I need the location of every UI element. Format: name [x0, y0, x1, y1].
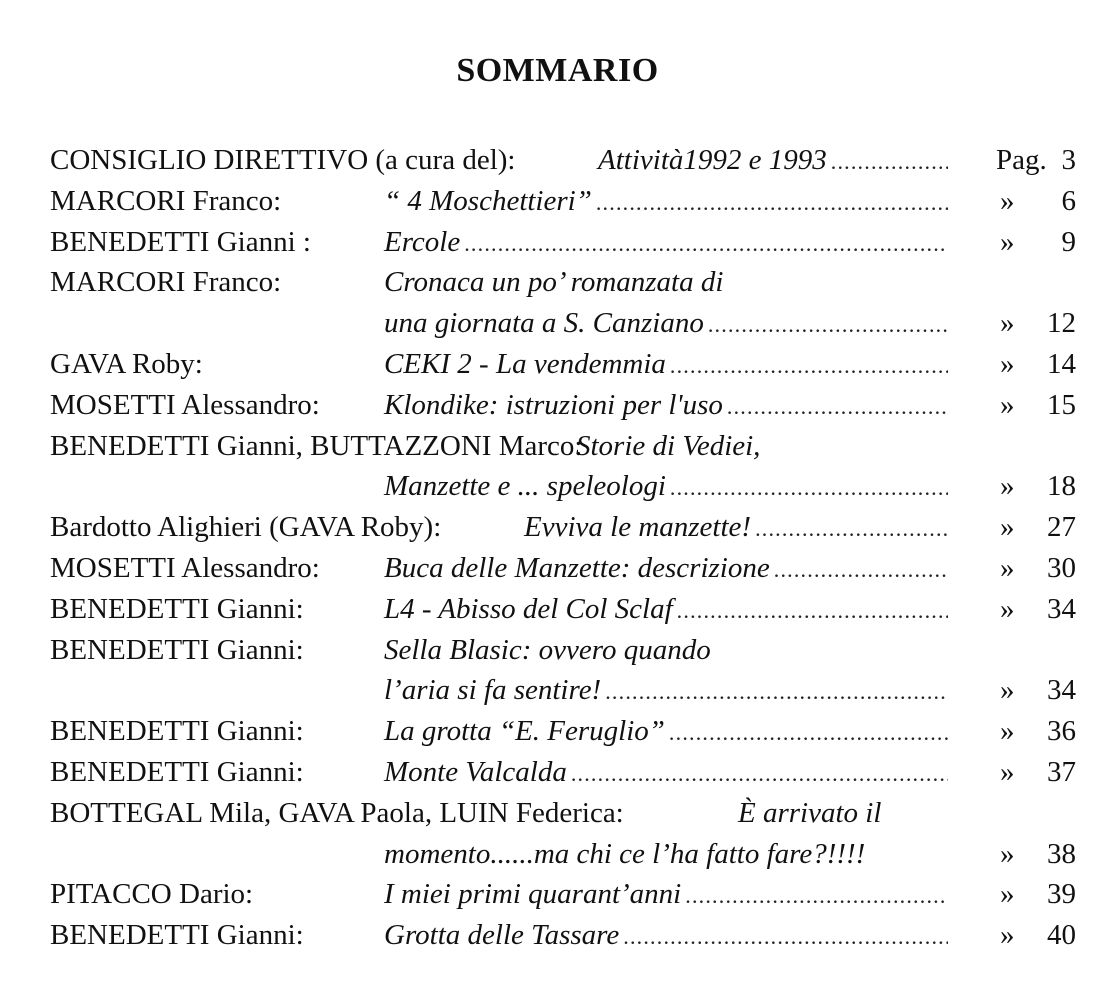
toc-entry-title: CEKI 2 - La vendemmia: [384, 347, 666, 380]
toc-entry-title: La grotta “E. Feruglio”: [384, 715, 665, 748]
page-number: 34: [1047, 592, 1076, 625]
dot-leader: [619, 917, 948, 958]
toc-entry-row: [50, 344, 1080, 385]
toc-entry-title: Grotta delle Tassare: [384, 919, 620, 952]
dot-leader: [751, 509, 948, 550]
toc-entry-title: Cronaca un po’ romanzata di: [384, 266, 724, 299]
page-title: SOMMARIO: [456, 52, 659, 89]
toc-entry-author: BENEDETTI Gianni:: [50, 755, 304, 788]
page-marker: »: [1000, 715, 1015, 748]
dot-leader: [666, 468, 948, 509]
page-marker: »: [1000, 225, 1015, 258]
page-number: 6: [1061, 184, 1076, 217]
page-marker: Pag.: [996, 144, 1047, 176]
toc-entry-row: [50, 426, 1080, 467]
dot-leader: [592, 183, 948, 224]
toc-entry-author: MOSETTI Alessandro:: [50, 388, 320, 421]
page-marker: »: [1000, 919, 1015, 952]
toc-entry-title: Buca delle Manzette: descrizione: [384, 551, 770, 584]
page-number: 30: [1047, 551, 1076, 584]
page-marker: »: [1000, 184, 1015, 217]
toc-entry-title: I miei primi quarant’anni: [384, 878, 682, 911]
toc-entry-title: Manzette e ... speleologi: [384, 470, 666, 503]
dot-leader: [666, 346, 948, 387]
dot-leader: [704, 305, 948, 346]
page-marker: »: [1000, 551, 1015, 584]
toc-entry-row: [50, 262, 1080, 303]
page-number: 12: [1047, 307, 1076, 340]
toc-entry-row: [50, 752, 1080, 793]
toc-entry-title: L4 - Abisso del Col Sclaf: [384, 592, 673, 625]
toc-entry-row: [50, 670, 1080, 711]
toc-entry-author: MARCORI Franco:: [50, 184, 282, 217]
page-marker: »: [1000, 592, 1015, 625]
page-number: 37: [1047, 755, 1076, 788]
toc-entry-row: [50, 711, 1080, 752]
toc-entry-author: BENEDETTI Gianni:: [50, 592, 304, 625]
toc-entry-title: “ 4 Moschettieri”: [384, 184, 592, 217]
toc-entry-author: GAVA Roby:: [50, 347, 203, 380]
toc-entry-title: l’aria si fa sentire!: [384, 674, 602, 707]
toc-entry-author: BENEDETTI Gianni:: [50, 715, 304, 748]
page-number: 15: [1047, 388, 1076, 421]
toc-entry-title: una giornata a S. Canziano: [384, 307, 704, 340]
dot-leader: [723, 387, 948, 428]
dot-leader: [681, 876, 948, 917]
page-marker: »: [1000, 307, 1015, 340]
toc-entry-title: Storie di Vediei,: [576, 429, 761, 462]
dot-leader: [567, 754, 948, 795]
page-number: 40: [1047, 919, 1076, 952]
toc-entry-row: [50, 507, 1080, 548]
toc-entry-row: [50, 140, 1080, 181]
toc-entry-row: [50, 385, 1080, 426]
toc-entry-title: Sella Blasic: ovvero quando: [384, 633, 711, 666]
toc-entry-title: Klondike: istruzioni per l'uso: [384, 388, 723, 421]
toc-entry-row: [50, 589, 1080, 630]
toc-entry-row: [50, 303, 1080, 344]
table-of-contents: [50, 140, 1080, 956]
toc-entry-title: Monte Valcalda: [384, 755, 567, 788]
toc-entry-row: [50, 466, 1080, 507]
page-marker: »: [1000, 511, 1015, 544]
toc-entry-row: [50, 630, 1080, 671]
toc-entry-author: Bardotto Alighieri (GAVA Roby):: [50, 511, 442, 544]
page-number: 36: [1047, 715, 1076, 748]
toc-entry-row: [50, 548, 1080, 589]
dot-leader: [827, 142, 948, 183]
page-marker: »: [1000, 837, 1015, 870]
toc-entry-author: BENEDETTI Gianni :: [50, 225, 311, 258]
dot-leader: [460, 224, 948, 265]
toc-entry-author: BOTTEGAL Mila, GAVA Paola, LUIN Federica:: [50, 796, 624, 829]
toc-entry-title: momento......ma chi ce l’ha fatto fare?!!!!: [384, 837, 866, 870]
page-number: 9: [1061, 225, 1076, 258]
page-number: 39: [1047, 878, 1076, 911]
toc-entry-row: [50, 834, 1080, 875]
toc-entry-title: È arrivato il: [738, 796, 882, 829]
toc-entry-title: Ercole: [384, 225, 461, 258]
page-marker: »: [1000, 388, 1015, 421]
toc-entry-author: MARCORI Franco:: [50, 266, 282, 299]
toc-entry-title: Attività1992 e 1993: [598, 144, 827, 176]
toc-entry-title: Evviva le manzette!: [524, 511, 752, 544]
page-number: 18: [1047, 470, 1076, 503]
toc-entry-author: BENEDETTI Gianni:: [50, 633, 304, 666]
toc-entry-row: [50, 793, 1080, 834]
toc-entry-row: [50, 181, 1080, 222]
page-number: 27: [1047, 511, 1076, 544]
toc-entry-author: MOSETTI Alessandro:: [50, 551, 320, 584]
page-number: 34: [1047, 674, 1076, 707]
page-marker: »: [1000, 470, 1015, 503]
page-number: 14: [1047, 347, 1076, 380]
toc-entry-author: BENEDETTI Gianni:: [50, 919, 304, 952]
toc-entry-row: [50, 915, 1080, 956]
page-marker: »: [1000, 755, 1015, 788]
toc-entry-row: [50, 874, 1080, 915]
page-marker: »: [1000, 674, 1015, 707]
toc-entry-author: BENEDETTI Gianni, BUTTAZZONI Marco:: [50, 429, 583, 462]
dot-leader: [601, 672, 948, 713]
page-marker: »: [1000, 878, 1015, 911]
dot-leader: [665, 713, 948, 754]
toc-entry-row: [50, 222, 1080, 263]
dot-leader: [770, 550, 948, 591]
page-marker: »: [1000, 347, 1015, 380]
page-number: 38: [1047, 837, 1076, 870]
page-number: 3: [1061, 144, 1076, 176]
toc-entry-author: PITACCO Dario:: [50, 878, 254, 911]
dot-leader: [673, 591, 948, 632]
toc-entry-author: CONSIGLIO DIRETTIVO (a cura del):: [50, 144, 516, 176]
